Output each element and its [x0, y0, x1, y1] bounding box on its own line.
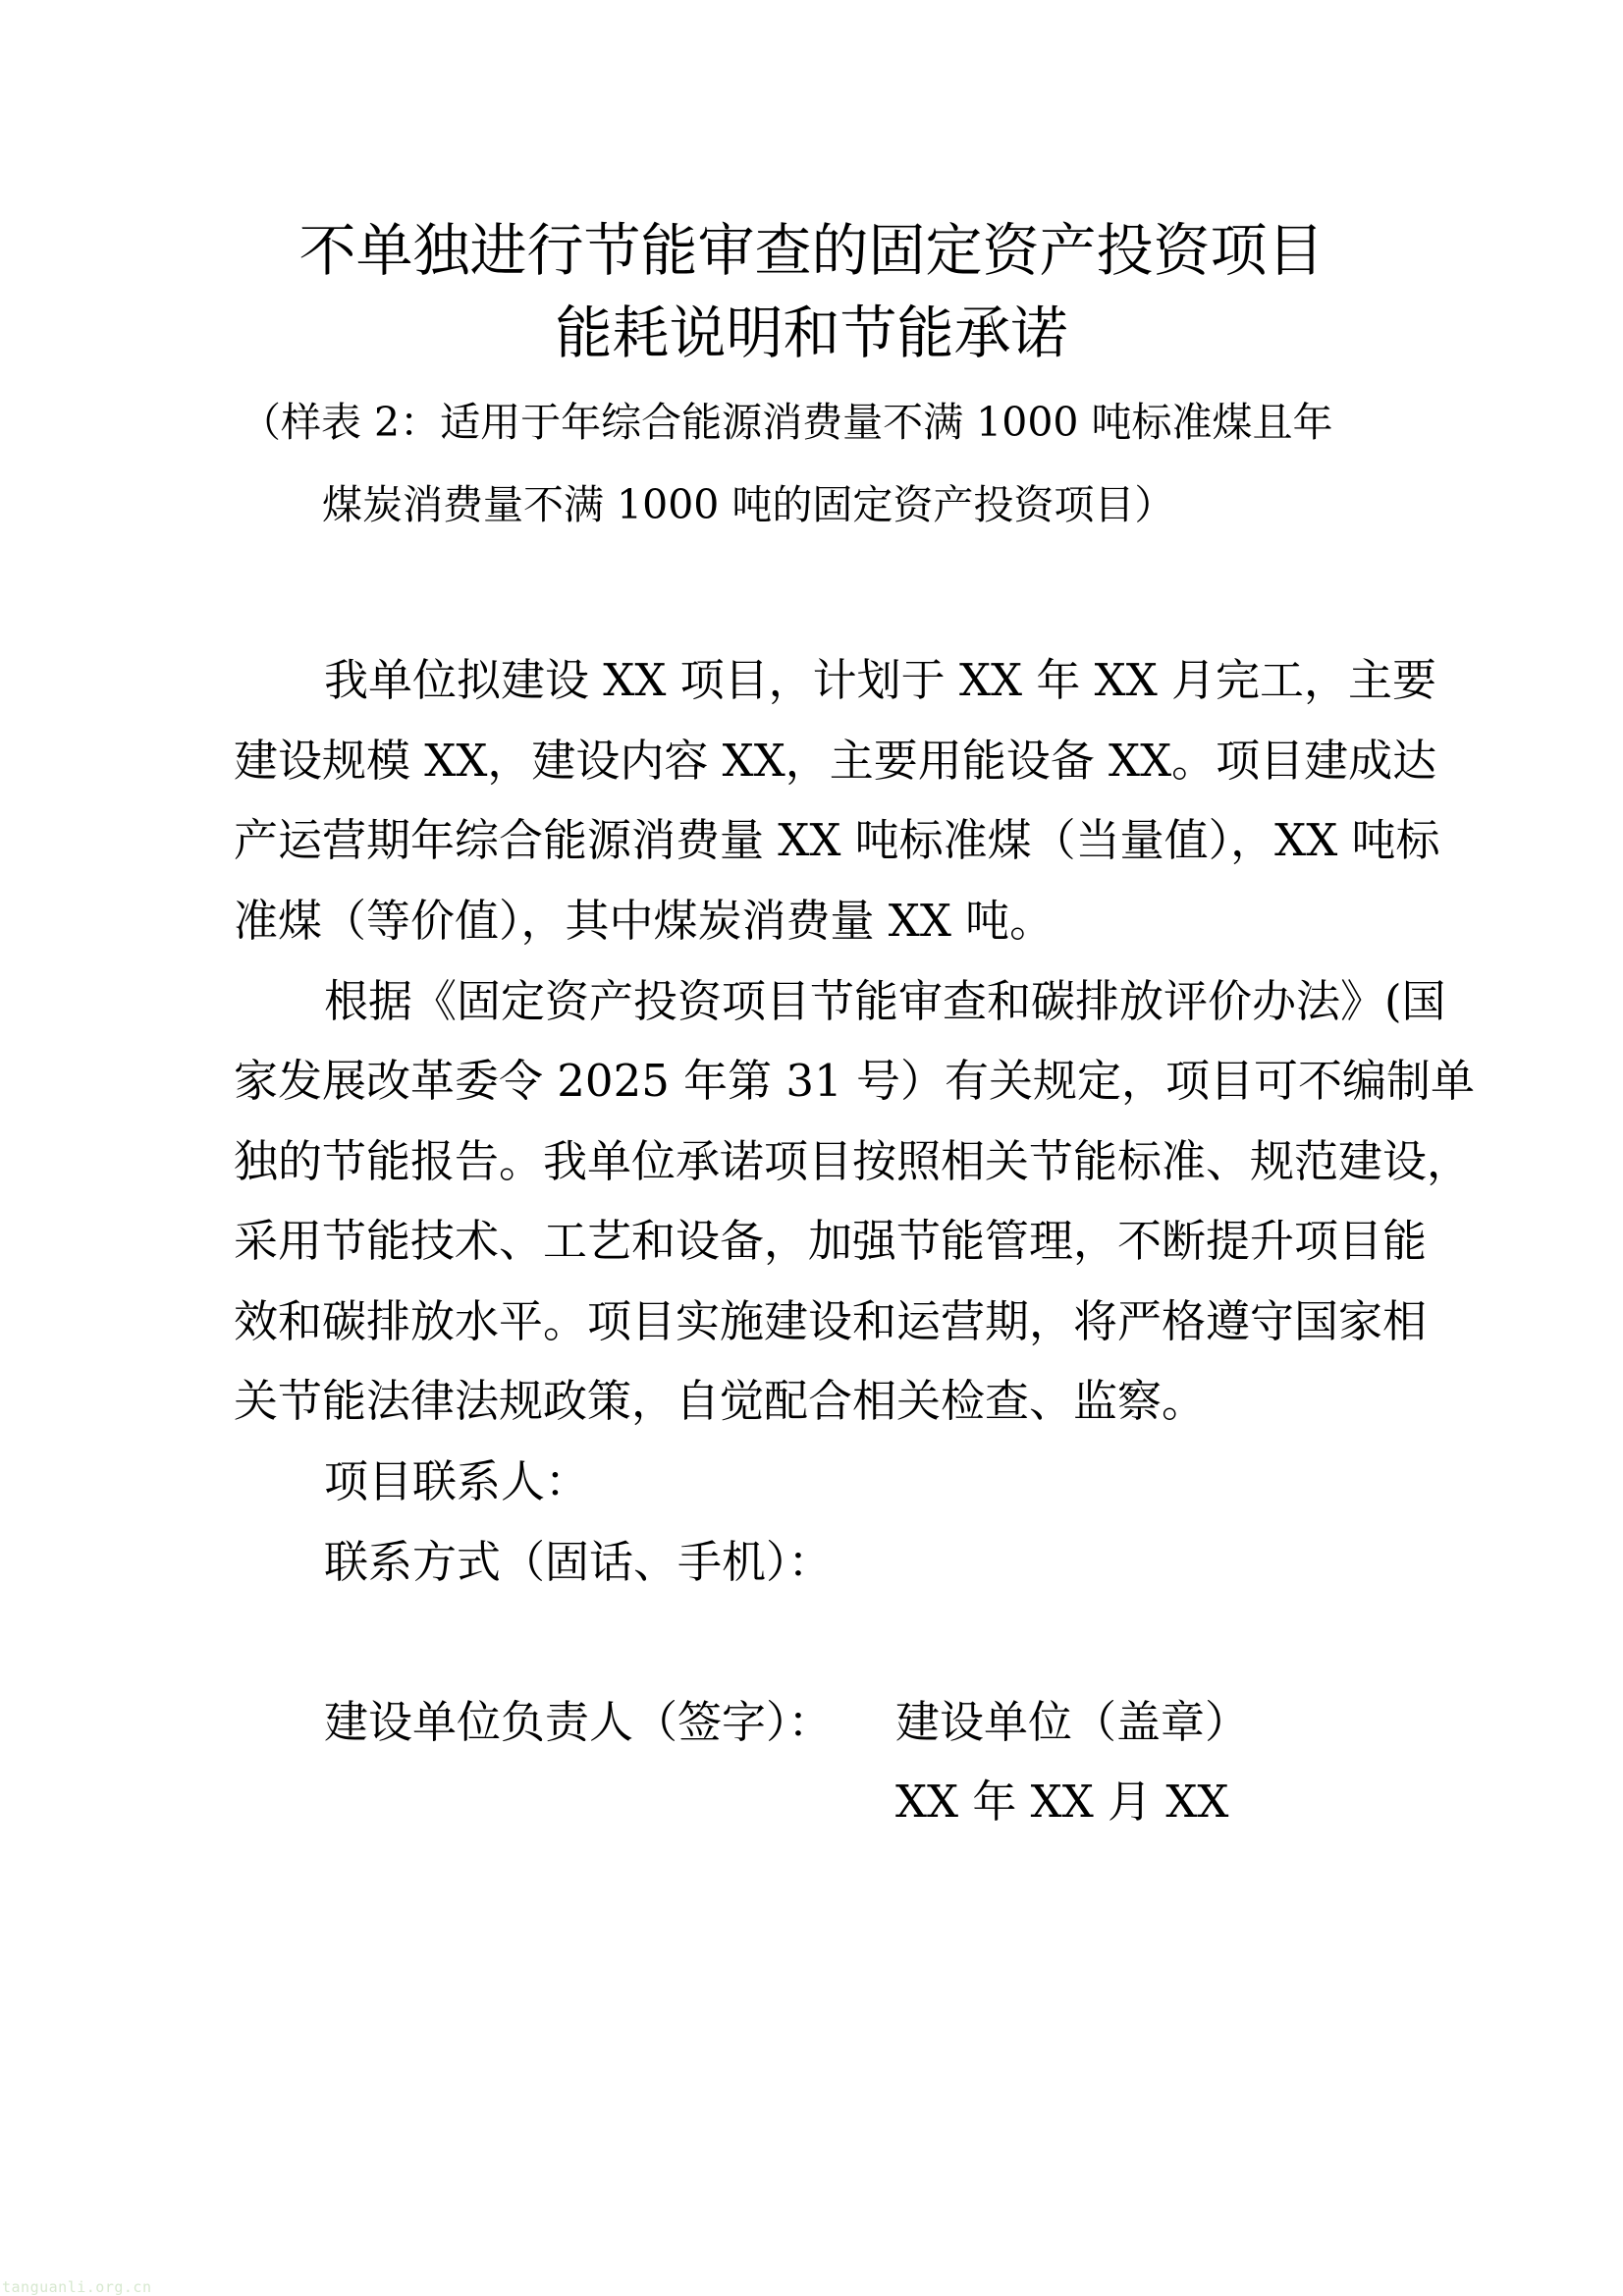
paragraph-line: 效和碳排放水平。项目实施建设和运营期，将严格遵守国家相 — [234, 1295, 1428, 1347]
paragraph-line: 产运营期年综合能源消费量 XX 吨标准煤（当量值），XX 吨标 — [234, 814, 1440, 866]
signature-label: 建设单位负责人（签字）： — [324, 1696, 833, 1748]
paragraph-line: 我单位拟建设 XX 项目，计划于 XX 年 XX 月完工，主要 — [324, 654, 1437, 706]
paragraph-line: 根据《固定资产投资项目节能审查和碳排放评价办法》(国 — [324, 975, 1446, 1027]
seal-label: 建设单位（盖章） — [895, 1696, 1250, 1748]
paragraph-line: 独的节能报告。我单位承诺项目按照相关节能标准、规范建设， — [234, 1135, 1472, 1187]
subtitle-line-2: 煤炭消费量不满 1000 吨的固定资产投资项目） — [322, 481, 1175, 528]
document-title-line-2: 能耗说明和节能承诺 — [555, 300, 1068, 366]
contact-person-label: 项目联系人： — [324, 1455, 590, 1507]
paragraph-line: 关节能法律法规政策，自觉配合相关检查、监察。 — [234, 1375, 1207, 1427]
subtitle-line-1: （样表 2：适用于年综合能源消费量不满 1000 吨标准煤且年 — [241, 399, 1333, 446]
paragraph-line: 采用节能技术、工艺和设备，加强节能管理，不断提升项目能 — [234, 1215, 1428, 1267]
paragraph-line: 家发展改革委令 2025 年第 31 号）有关规定，项目可不编制单 — [234, 1055, 1476, 1107]
paragraph-line: 准煤（等价值），其中煤炭消费量 XX 吨。 — [234, 895, 1055, 947]
contact-method-label: 联系方式（固话、手机）： — [324, 1536, 833, 1588]
date-field: XX 年 XX 月 XX — [895, 1776, 1229, 1828]
watermark: tanguanli.org.cn — [2, 2278, 152, 2296]
paragraph-line: 建设规模 XX，建设内容 XX，主要用能设备 XX。项目建成达 — [234, 735, 1437, 787]
document-title-line-1: 不单独进行节能审查的固定资产投资项目 — [298, 217, 1325, 284]
